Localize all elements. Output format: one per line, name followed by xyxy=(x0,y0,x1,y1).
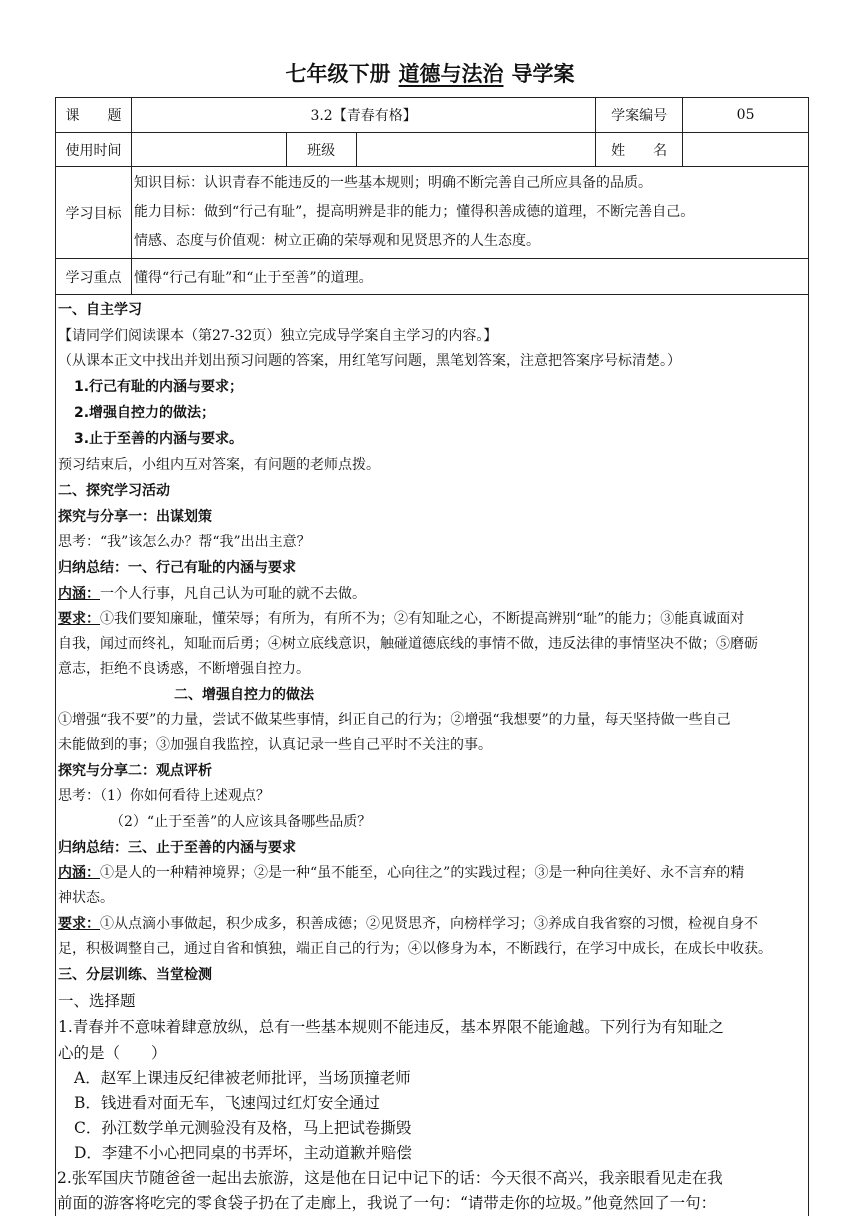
goals-label: 学习目标 xyxy=(56,167,132,259)
summary-3: 归纳总结：三、止于至善的内涵与要求 xyxy=(58,840,296,856)
goal-attitude: 情感、态度与价值观：树立正确的荣辱观和见贤思齐的人生态度。 xyxy=(133,233,540,249)
title-subject: 道德与法治 xyxy=(398,62,504,86)
time-label: 使用时间 xyxy=(56,133,132,167)
connotation-3-line2: 神状态。 xyxy=(58,890,114,906)
class-label: 班级 xyxy=(286,133,356,167)
focus-value: 懂得“行己有耻”和“止于至善”的道理。 xyxy=(131,259,808,295)
option-c[interactable]: C．孙江数学单元测验没有及格，马上把试卷撕毁 xyxy=(74,1119,412,1137)
class-field[interactable] xyxy=(356,133,596,167)
question-3: 3.止于至善的内涵与要求。 xyxy=(74,431,244,447)
title-prefix: 七年级下册 xyxy=(285,62,391,86)
problem-1: 1.青春并不意味着肆意放纵，总有一些基本规则不能违反，基本界限不能逾越。下列行为有知耻之 xyxy=(58,1018,724,1036)
self-study-tip: 【请同学们阅读课本（第27-32页）独立完成导学案自主学习的内容。】 xyxy=(58,328,498,344)
question-1: 1.行己有耻的内涵与要求； xyxy=(74,379,244,395)
requirement-3-line2: 足，积极调整自己，通过自省和慎独，端正自己的行为；④以修身为本，不断践行，在学习中成长，在成长中收获。 xyxy=(58,941,772,957)
question-2: 2.增强自控力的做法； xyxy=(74,405,216,421)
requirement-1: 要求：①我们要知廉耻，懂荣辱；有所为，有所不为；②有知耻之心，不断提高辨别“耻”的能力；③能真诚面对 xyxy=(58,611,745,627)
code-value: 05 xyxy=(683,98,809,133)
name-label: 姓 名 xyxy=(596,133,683,167)
time-field[interactable] xyxy=(131,133,286,167)
problem-2-line2: 前面的游客将吃完的零食袋子扔在了走廊上，我说了一句：“请带走你的垃圾。”他竟然回了一句： xyxy=(57,1194,717,1212)
requirement-3: 要求：①从点滴小事做起，积少成多，积善成德；②见贤思齐，向榜样学习；③养成自我省察的习惯，检视自身不 xyxy=(58,916,758,932)
self-control-line1: ①增强“我不要”的力量，尝试不做某些事情，纠正自己的行为；②增强“我想要”的力量，每天坚持做一些自己 xyxy=(58,712,731,728)
requirement-1-line2: 自我，闻过而终礼，知耻而后勇；④树立底线意识，触碰道德底线的事情不做，违反法律的事情坚决不做；⑤磨砺 xyxy=(58,636,758,652)
section-practice: 三、分层训练、当堂检测 xyxy=(58,967,212,983)
summary-2: 二、增强自控力的做法 xyxy=(174,687,314,703)
option-a[interactable]: A．赵军上课违反纪律被老师批评，当场顶撞老师 xyxy=(74,1069,411,1087)
option-d[interactable]: D．李建不小心把同桌的书弄坏，主动道歉并赔偿 xyxy=(74,1144,412,1162)
connotation-3: 内涵：①是人的一种精神境界；②是一种“虽不能至，心向往之”的实践过程；③是一种向往美好、永不言弃的精 xyxy=(58,865,745,881)
title-suffix: 导学案 xyxy=(511,62,575,86)
right-border xyxy=(808,1160,809,1216)
main-content xyxy=(55,294,809,1162)
explore-1-title: 探究与分享一：出谋划策 xyxy=(58,509,212,525)
self-control-line2: 未能做到的事；③加强自我监控，认真记录一些自己平时不关注的事。 xyxy=(58,737,492,753)
code-label: 学案编号 xyxy=(596,98,683,133)
after-preview: 预习结束后，小组内互对答案，有问题的老师点拨。 xyxy=(58,457,380,473)
page-title xyxy=(0,58,860,88)
problem-1-line2: 心的是（ ） xyxy=(58,1044,167,1062)
problem-2: 2.张军国庆节随爸爸一起出去旅游，这是他在日记中记下的话：今天很不高兴，我亲眼看见走在我 xyxy=(57,1169,723,1187)
goal-ability: 能力目标：做到“行己有耻”，提高明辨是非的能力；懂得积善成德的道理，不断完善自己。 xyxy=(133,204,695,220)
goal-knowledge: 知识目标：认识青春不能违反的一些基本规则；明确不断完善自己所应具备的品质。 xyxy=(133,175,652,191)
summary-1: 归纳总结：一、行己有耻的内涵与要求 xyxy=(58,560,296,576)
topic-value: 3.2【青春有格】 xyxy=(131,98,595,133)
section-explore: 二、探究学习活动 xyxy=(58,483,170,499)
explore-2-think1: 思考：（1）你如何看待上述观点？ xyxy=(58,788,270,804)
self-study-note: （从课本正文中找出并划出预习问题的答案，用红笔写问题，黑笔划答案，注意把答案序号标清楚。） xyxy=(58,353,681,369)
option-b[interactable]: B．钱进看对面无车，飞速闯过红灯安全通过 xyxy=(74,1094,380,1112)
connotation-1: 内涵：一个人行事，凡自己认为可耻的就不去做。 xyxy=(58,586,366,602)
explore-1-think: 思考：“我”该怎么办？帮“我”出出主意？ xyxy=(58,534,311,550)
info-table xyxy=(55,97,809,295)
section-self-study: 一、自主学习 xyxy=(58,302,142,318)
requirement-1-line3: 意志，拒绝不良诱惑，不断增强自控力。 xyxy=(58,661,310,677)
explore-2-title: 探究与分享二：观点评析 xyxy=(58,763,212,779)
focus-label: 学习重点 xyxy=(56,259,132,295)
explore-2-think2: （2）“止于至善”的人应该具备哪些品质？ xyxy=(110,814,372,830)
left-border xyxy=(55,1160,56,1216)
topic-label: 课 题 xyxy=(56,98,132,133)
choice-heading: 一、选择题 xyxy=(58,992,136,1010)
name-field[interactable] xyxy=(683,133,809,167)
